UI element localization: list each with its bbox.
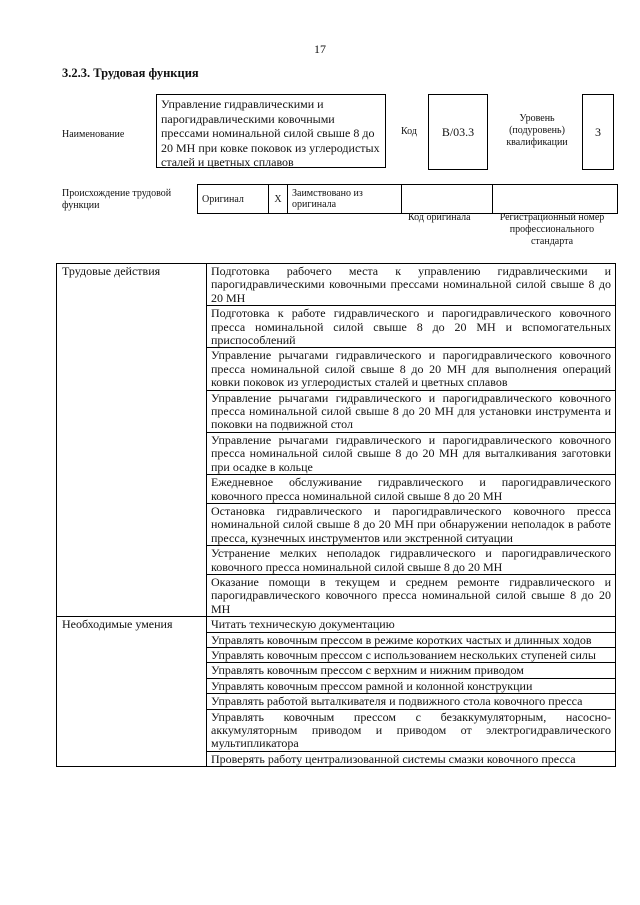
item-cell: Подготовка к работе гидравлического и парогидравлического ковочного пресса номинальной силой свыше 8 до 20 МН и вспомогательных приспособлений	[207, 306, 616, 348]
reg-number-label: Регистрационный номер профессионального стандарта	[499, 212, 605, 247]
category-cell: Необходимые умения	[57, 617, 207, 767]
item-cell: Проверять работу централизованной системы смазки ковочного пресса	[207, 751, 616, 766]
category-cell: Трудовые действия	[57, 264, 207, 617]
item-cell: Управлять работой выталкивателя и подвижного стола ковочного пресса	[207, 694, 616, 709]
page-number: 17	[314, 42, 326, 56]
original-cell: Оригинал	[198, 185, 269, 214]
code-box: B/03.3	[428, 94, 488, 170]
item-cell: Устранение мелких неполадок гидравлического и парогидравлического ковочного пресса номинальной силой свыше 8 до 20 МН	[207, 546, 616, 575]
level-box: 3	[582, 94, 614, 170]
section-title: 3.2.3. Трудовая функция	[62, 66, 199, 80]
item-cell: Управлять ковочным прессом с использованием нескольких ступеней силы	[207, 647, 616, 662]
item-cell: Управлять ковочным прессом в режиме коротких частых и длинных ходов	[207, 632, 616, 647]
table-row	[57, 264, 616, 306]
origin-table	[197, 184, 618, 214]
item-cell: Ежедневное обслуживание гидравлического и парогидравлического ковочного пресса номинальной силой свыше 8 до 20 МН	[207, 475, 616, 504]
original-code-cell	[402, 185, 493, 214]
item-cell: Остановка гидравлического и парогидравлического ковочного пресса номинальной силой свыше 8 до 20 МН при обнаружении неполадок в работе пресса, кузнечных инструментов или экстренной ситуации	[207, 503, 616, 545]
item-cell: Оказание помощи в текущем и среднем ремонте гидравлического и парогидравлического ковочного пресса номинальной силой свыше 8 до 20 МН	[207, 574, 616, 616]
function-name-box: Управление гидравлическими и парогидравлическими ковочными прессами номинальной силой свыше 8 до 20 МН при ковке поковок из углеродистых сталей и цветных сплавов	[156, 94, 386, 168]
kod-label: Код	[401, 126, 417, 137]
origin-label: Происхождение трудовой функции	[62, 188, 172, 211]
table-row	[57, 617, 616, 632]
item-cell: Управление рычагами гидравлического и парогидравлического ковочного пресса номинальной силой свыше 8 до 20 МН для выполнения операций ковки поковок из углеродистых сталей и цветных сплавов	[207, 348, 616, 390]
level-label: Уровень (подуровень) квалификации	[506, 113, 568, 148]
item-cell: Управление рычагами гидравлического и парогидравлического ковочного пресса номинальной силой свыше 8 до 20 МН для установки инструмента и поковки на подвижной стол	[207, 390, 616, 432]
borrowed-cell: Заимствовано из оригинала	[288, 185, 402, 214]
original-mark: X	[269, 185, 288, 214]
item-cell: Подготовка рабочего места к управлению гидравлическими и парогидравлическими ковочными прессами номинальной силой свыше 8 до 20 МН	[207, 264, 616, 306]
naimenovanie-label: Наименование	[62, 129, 125, 140]
item-cell: Управлять ковочным прессом с безаккумуляторным, насосно-аккумуляторным приводом и приводом от электрогидравлического мультипликатора	[207, 709, 616, 751]
item-cell: Читать техническую документацию	[207, 617, 616, 632]
item-cell: Управление рычагами гидравлического и парогидравлического ковочного пресса номинальной силой свыше 8 до 20 МН для выталкивания заготовки при осадке в кольце	[207, 432, 616, 474]
function-details-table	[56, 263, 616, 767]
item-cell: Управлять ковочным прессом рамной и колонной конструкции	[207, 678, 616, 693]
item-cell: Управлять ковочным прессом с верхним и нижним приводом	[207, 663, 616, 678]
kod-originala-label: Код оригинала	[408, 212, 471, 223]
reg-number-cell	[493, 185, 618, 214]
